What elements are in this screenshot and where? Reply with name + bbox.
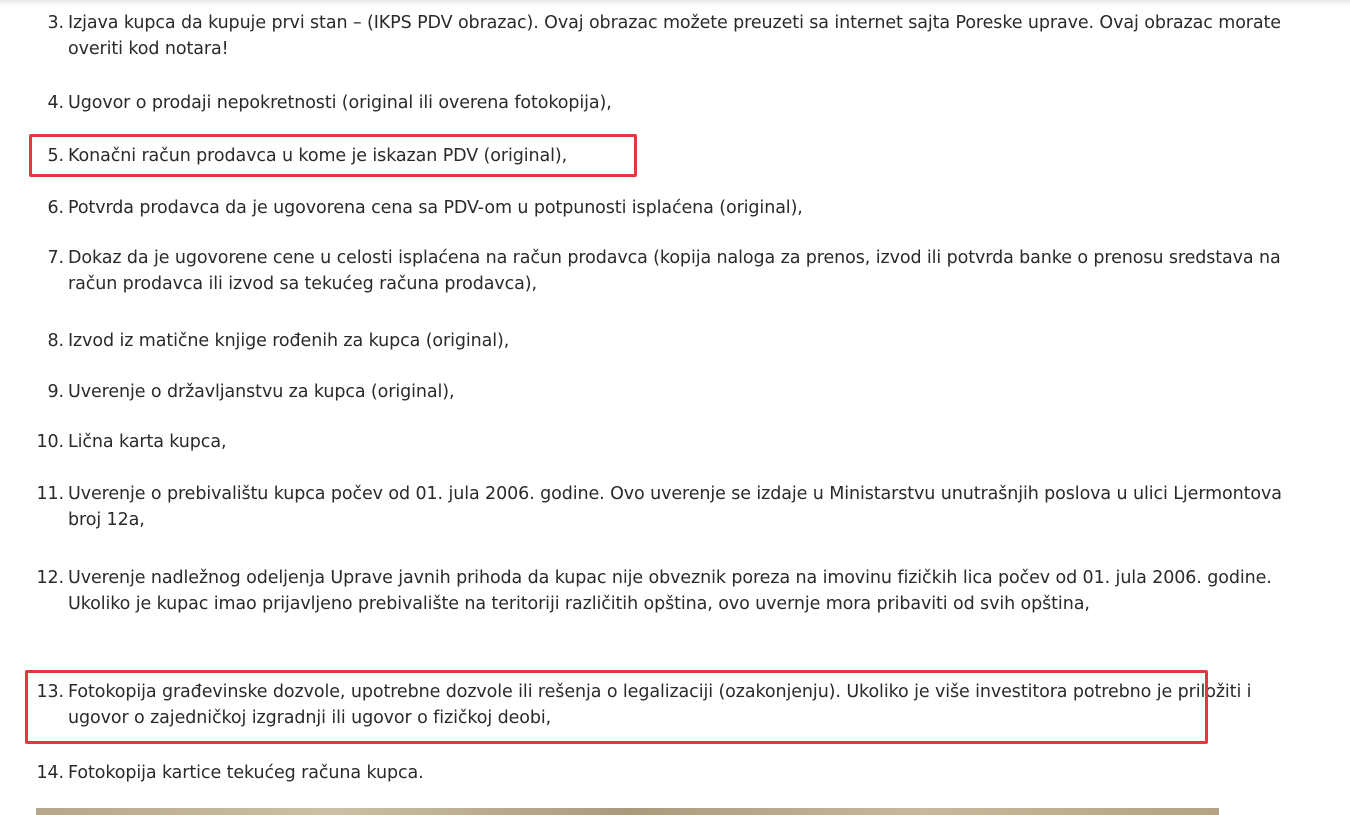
list-item-number: 5.	[47, 146, 64, 166]
list-item-text: Uverenje o prebivalištu kupca počev od 01. jula 2006. godine. Ovo uverenje se izdaje u Ministarstvu unutrašnjih poslova u ulici Ljermontova broj 12a,	[68, 484, 1282, 530]
list-item-number: 6.	[47, 198, 64, 218]
list-item-number: 4.	[47, 93, 64, 113]
list-item-number: 14.	[36, 763, 64, 783]
list-item-text: Uverenje nadležnog odeljenja Uprave javnih prihoda da kupac nije obveznik poreza na imovinu fizičkih lica počev od 01. jula 2006. godine. Ukoliko je kupac imao prijavljeno prebivalište na teritoriji različitih opština, ovo uvernje mora pribaviti od svih opština,	[68, 568, 1272, 614]
list-item-text: Dokaz da je ugovorene cene u celosti isplaćena na račun prodavca (kopija naloga za prenos, izvod ili potvrda banke o prenosu sredstava na račun prodavca ili izvod sa tekućeg računa prodavca),	[68, 248, 1281, 294]
list-item-text: Ugovor o prodaji nepokretnosti (original ili overena fotokopija),	[68, 93, 612, 113]
list-item-text: Fotokopija građevinske dozvole, upotrebne dozvole ili rešenja o legalizaciji (ozakonjenju). Ukoliko je više investitora potrebno je priložiti i ugovor o zajedničkoj izgradnji ili ugovor o fizičkoj deobi,	[68, 682, 1252, 728]
list-item-text: Izjava kupca da kupuje prvi stan – (IKPS PDV obrazac). Ovaj obrazac možete preuzeti sa internet sajta Poreske uprave. Ovaj obrazac morate overiti kod notara!	[68, 13, 1281, 59]
list-item-text: Fotokopija kartice tekućeg računa kupca.	[68, 763, 424, 783]
list-item-number: 13.	[36, 682, 64, 702]
list-item-text: Uverenje o državljanstvu za kupca (original),	[68, 382, 455, 402]
list-item-number: 12.	[36, 568, 64, 588]
list-item-number: 8.	[47, 331, 64, 351]
list-item-number: 3.	[47, 13, 64, 33]
list-item-text: Lična karta kupca,	[68, 432, 227, 452]
list-item-text: Izvod iz matične knjige rođenih za kupca (original),	[68, 331, 510, 351]
list-item-number: 10.	[36, 432, 64, 452]
list-item-number: 11.	[36, 484, 64, 504]
list-item-number: 9.	[47, 382, 64, 402]
list-item-text: Konačni račun prodavca u kome je iskazan PDV (original),	[68, 146, 568, 166]
list-item-number: 7.	[47, 248, 64, 268]
list-item-text: Potvrda prodavca da je ugovorena cena sa PDV-om u potpunosti isplaćena (original),	[68, 198, 803, 218]
top-edge-shadow	[0, 0, 1350, 6]
image-top-edge	[36, 808, 1219, 815]
